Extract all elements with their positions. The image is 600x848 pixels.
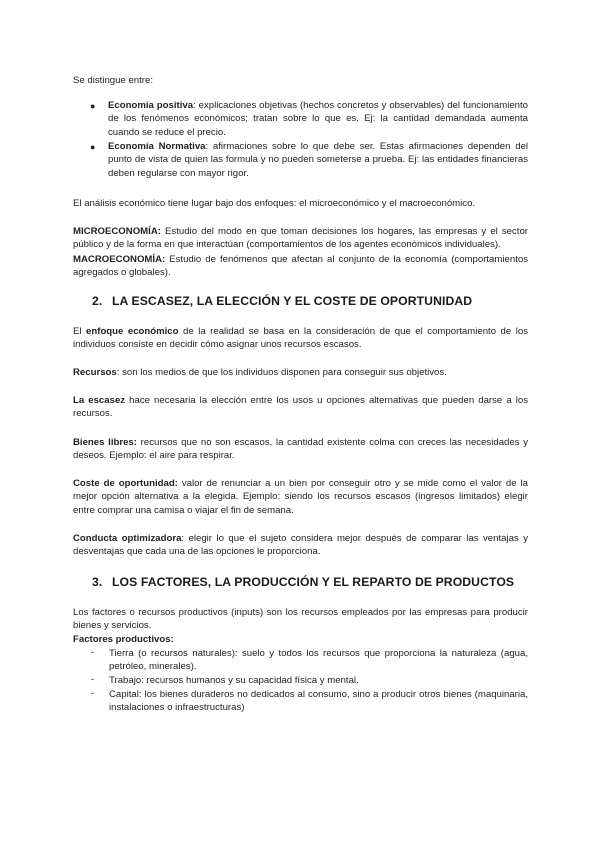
factores-intro: Los factores o recursos productivos (inputs) son los recursos empleados por las empresas para producir bienes y servicios. <box>73 607 528 632</box>
section-number: 2. <box>92 294 103 308</box>
bienes-term: Bienes libres: <box>73 437 137 448</box>
dash-icon: - <box>91 674 95 685</box>
section-title: LA ESCASEZ, LA ELECCIÓN Y EL COSTE DE OPORTUNIDAD <box>112 294 473 308</box>
micro-term: MICROECONOMÍA: <box>73 226 161 237</box>
micro-desc: Estudio del modo en que toman decisiones los hogares, las empresas y el sector público y de la forma en que interactúan (comportamientos de los agentes económicos individuales). <box>73 226 528 251</box>
macro-definition <box>73 253 528 280</box>
factor-item: Trabajo: recursos humanos y su capacidad física y mental. <box>109 675 359 686</box>
bullet-icon: ● <box>90 142 96 152</box>
coste-oportunidad-paragraph <box>73 477 528 517</box>
analysis-text: El análisis económico tiene lugar bajo dos enfoques: el microeconómico y el macroeconómico. <box>73 198 476 209</box>
factor-item: Capital: los bienes duraderos no dedicados al consumo, sino a producir otros bienes (maquinaria, instalaciones o infraestructuras) <box>109 689 528 714</box>
bullet-term: Economía positiva <box>108 100 194 111</box>
conducta-paragraph <box>73 532 528 559</box>
bienes-desc: recursos que no son escasos, la cantidad existente colma con creces las necesidades y deseos. Ejemplo: el aire para respirar. <box>73 437 529 462</box>
enfoque-pre: El <box>73 326 87 337</box>
conducta-term: Conducta optimizadora <box>73 533 182 544</box>
dash-icon: - <box>91 647 95 658</box>
bienes-libres-paragraph <box>73 436 528 463</box>
section-2-heading <box>92 294 472 308</box>
escasez-paragraph <box>73 394 528 421</box>
micro-definition <box>73 225 528 252</box>
section-number: 3. <box>92 575 103 589</box>
bullet-term: Economía Normativa <box>108 141 206 152</box>
section-3-heading <box>92 575 514 589</box>
factor-item: Tierra (o recursos naturales): suelo y todos los recursos que proporciona la naturaleza (agua, petróleo, minerales). <box>109 648 528 673</box>
coste-desc: valor de renunciar a un bien por conseguir otro y se mide como el valor de la mejor opción alternativa a la elegida. Ejemplo: siendo los recursos escasos (ingresos limitados) elegir entre comprar una camisa o viajar el fin de semana. <box>73 478 528 516</box>
escasez-desc: hace necesaria la elección entre los usos u opciones alternativas que pueden darse a los recursos. <box>73 395 528 420</box>
bullet-economia-positiva <box>108 99 528 139</box>
escasez-term: La escasez <box>73 395 126 406</box>
dash-icon: - <box>91 688 95 699</box>
enfoque-term: enfoque económico <box>86 326 179 337</box>
bullet-icon: ● <box>90 101 96 111</box>
macro-term: MACROECONOMÍA: <box>73 254 166 265</box>
recursos-desc: : son los medios de que los individuos disponen para conseguir sus objetivos. <box>116 367 447 378</box>
enfoque-paragraph <box>73 325 528 352</box>
enfoque-desc: de la realidad se basa en la consideración de que el comportamiento de los individuos consiste en decidir cómo asignar unos recursos escasos. <box>73 326 529 351</box>
recursos-paragraph <box>73 366 528 379</box>
recursos-term: Recursos <box>73 367 117 378</box>
bullet-economia-normativa <box>108 140 528 180</box>
section-title: LOS FACTORES, LA PRODUCCIÓN Y EL REPARTO DE PRODUCTOS <box>112 575 515 589</box>
intro-text: Se distingue entre: <box>73 75 154 86</box>
bullet-desc: : explicaciones objetivas (hechos concretos y observables) del funcionamiento de los fenómenos económicos; tratan sobre lo que es. Ej: la cantidad demandada aumenta cuando se reduce el precio. <box>108 100 529 138</box>
coste-term: Coste de oportunidad: <box>73 478 178 489</box>
bullet-desc: : afirmaciones sobre lo que debe ser. Estas afirmaciones dependen del punto de vista de quien las formula y no pueden someterse a prueba. Ej: las entidades financieras deben regularse con mayor rigor. <box>108 141 528 179</box>
factores-label: Factores productivos: <box>73 634 174 645</box>
conducta-desc: : elegir lo que el sujeto considera mejor después de comparar las ventajas y desventajas que cada una de las opciones le proporciona. <box>73 533 528 558</box>
macro-desc: Estudio de fenómenos que afectan al conjunto de la economía (comportamientos agregados o globales). <box>73 254 528 279</box>
